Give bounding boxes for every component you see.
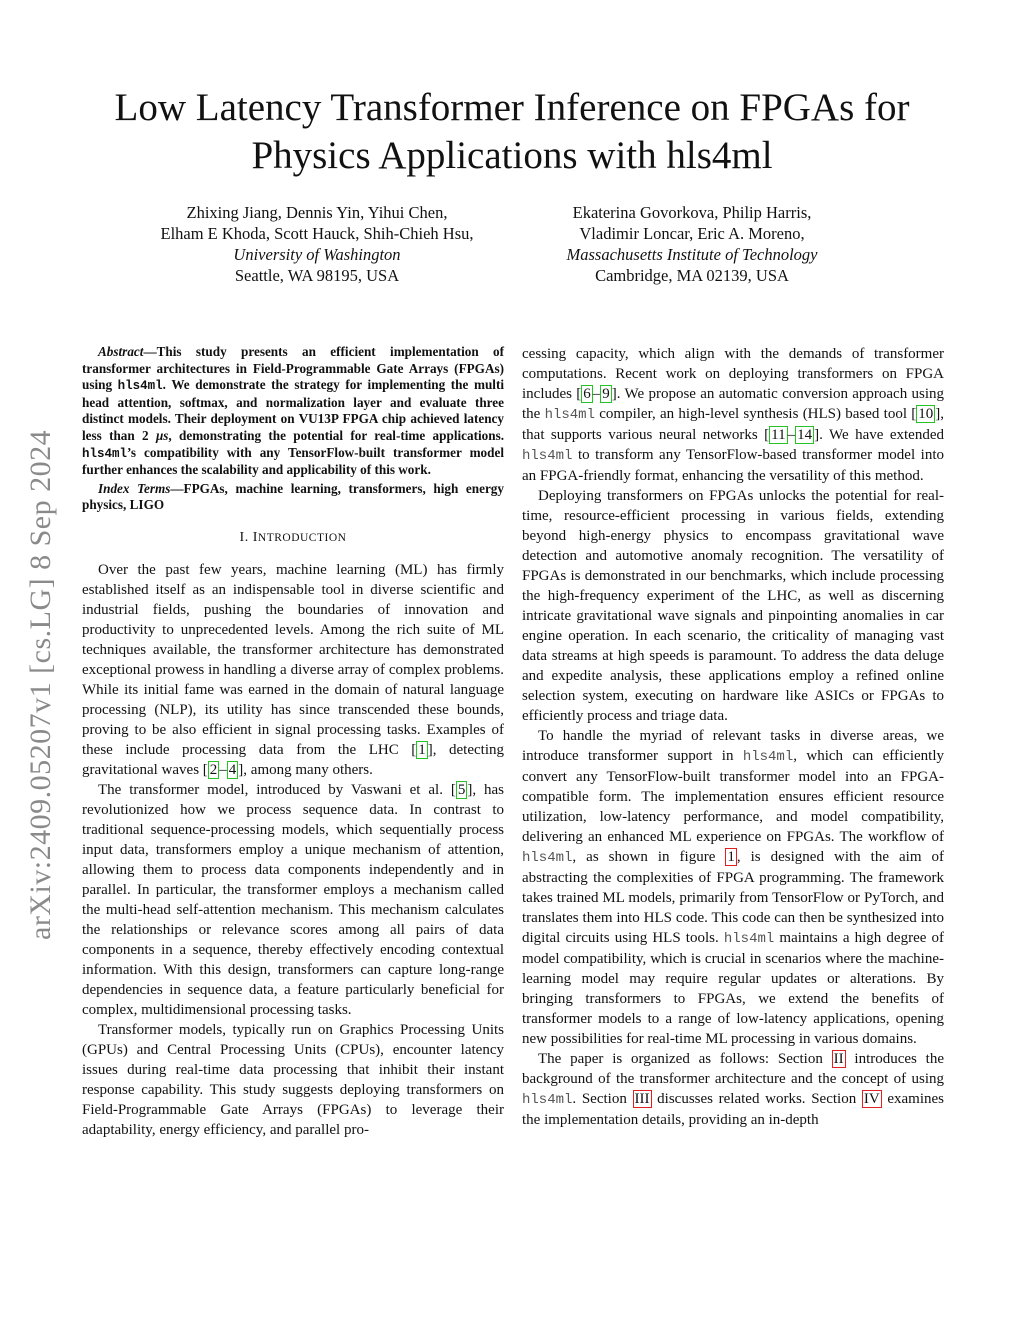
section-link[interactable]: III [634,1091,650,1107]
citation-link[interactable]: 14 [797,427,813,443]
text: ]. We propose an automatic conversion approach using the [522,386,944,422]
text: ], detecting gravitational waves [ [82,741,504,778]
author-block-left [107,202,527,286]
author-location: Cambridge, MA 02139, USA [595,266,789,285]
author-institution: University of Washington [233,245,401,264]
paragraph [82,560,504,780]
citation-link[interactable]: 2 [209,761,218,778]
citation-link[interactable]: 11 [771,427,786,443]
text: The transformer model, introduced by Vaswani et al. [ [98,781,456,798]
arxiv-stamp-text: arXiv:2409.05207v1 [cs.LG] 8 Sep 2024 [24,429,57,940]
text: maintains a high degree of model compatibility, which is crucial in scenarios where the machine-learning model may require regular updates or alterations. By bringing transformers to FPGAs, we extend the benefits of transformer models to a range of low-latency applications, opening new possibilities for real-time ML processing in various domains. [522,930,944,1047]
text: discusses related works. Section [651,1091,862,1107]
text: – [787,427,796,443]
text: To handle the myriad of relevant tasks in diverse areas, we introduce transformer support in [522,728,944,764]
paragraph [522,344,944,486]
author-location: Seattle, WA 98195, USA [234,266,400,285]
tool-name: hls4ml [742,749,794,765]
paper-title: Low Latency Transformer Inference on FPGAs for Physics Applications with hls4ml [114,86,910,177]
section-number: I. [239,529,253,545]
section-link[interactable]: IV [863,1091,880,1107]
paragraph: Deploying transformers on FPGAs unlocks the potential for real-time, resource-efficient processing in various fields, extending beyond high-energy physics to encompass gravitational wave detection and automotive anomaly recognition. The versatility of FPGAs is demonstrated in our benchmarks, which include processing the high-frequency experiment of the LHC, as well as discerning intricate gravitational wave signals and pinpointing anomalies in car engine operation. In each scenario, the criticality of managing vast data streams at high speeds is paramount. To address the data deluge and expedite analysis, these applications employ a refined online selection system, executing on hardware like ASICs or FPGAs to efficiently process and triage data. [522,488,944,724]
tool-name: hls4ml [522,850,573,866]
text: to transform any TensorFlow-based transformer model into an FPGA-friendly format, enhancing the versatility of this method. [522,447,944,484]
text: cessing capacity, which align with the demands of transformer computations. Recent work on deploying transformers on FPGA includes [ [522,346,944,402]
abstract-label: Abstract [98,344,144,359]
abstract-text: . We demonstrate the strategy for implementing the multi head attention, softmax, and normalization layer and evaluate three distinct models. Their deployment on VU13P FPGA chip achieved latency less than 2 [82,377,504,443]
abstract-text: This study presents an efficient implementation of transformer architectures in Field-Programmable Gate Arrays (FPGAs) using [82,344,504,393]
tool-name: hls4ml [544,407,595,423]
abstract [82,344,504,479]
right-column [522,344,944,1130]
author-names-line2: Elham E Khoda, Scott Hauck, Shih-Chieh Hsu, [160,224,474,243]
section-link[interactable]: II [833,1051,844,1067]
text: – [592,386,601,402]
tool-name: hls4ml [117,379,163,394]
index-terms-text: FPGAs, machine learning, transformers, high energy physics, LIGO [82,480,504,513]
index-terms [82,481,504,514]
text: introduces the background of the transformer architecture and the concept of using [522,1051,944,1087]
paragraph [82,780,504,1020]
tool-name: hls4ml [82,446,128,461]
section-title: NTRODUCTION [257,531,347,544]
section-heading-introduction [82,528,504,548]
author-block-right [482,202,902,286]
left-column [82,344,504,1140]
section-initial: I [252,529,258,545]
index-terms-label: Index Terms [98,480,171,496]
text: ], among many others. [238,761,373,778]
tool-name: hls4ml [522,448,573,464]
citation-link[interactable]: 4 [228,761,237,778]
citation-link[interactable]: 1 [418,741,426,758]
abstract-text: , demonstrating the potential for real-time applications. [168,427,505,443]
author-names-line1: Ekaterina Govorkova, Philip Harris, [572,203,812,222]
text: , is designed with the aim of abstracting the complexities of FPGA programming. The framework takes trained ML models, primarily from TensorFlow or PyTorch, and translates them into HLS code. This code can then be synthesized into digital circuits using HLS tools. [522,849,944,946]
paragraph: Transformer models, typically run on Graphics Processing Units (GPUs) and Central Processing Units (CPUs), encounter latency issues during real-time data processing that inhibit their instant response capability. This study suggests deploying transformers on Field-Programmable Gate Arrays (FPGAs) to leverage their adaptability, energy efficiency, and parallel pro- [82,1021,504,1138]
text: compiler, an high-level synthesis (HLS) based tool [ [595,406,917,422]
citation-link[interactable]: 5 [457,781,466,798]
text: Over the past few years, machine learning (ML) has firmly established itself as an indispensable tool in diverse scientific and industrial fields, pushing the boundaries of innovation and productivity to unprecedented levels. Among the rich suite of ML techniques available, the transformer architecture has demonstrated exceptional prowess in handling a diverse array of complex problems. While its initial fame was earned in the domain of natural language processing (NLP), its utility has since transcended these bounds, proving to be also efficient in signal processing tasks. Examples of these include processing data from the LHC [ [82,561,504,758]
text: examines the implementation details, providing an in-depth [522,1091,944,1128]
text: The paper is organized as follows: Section [538,1051,832,1067]
paragraph [522,726,944,1049]
author-names-line2: Vladimir Loncar, Eric A. Moreno, [579,224,805,243]
text: , which can efficiently convert any TensorFlow-built transformer model into an FPGA-compatible form. The implementation ensures efficient resource utilization, low-latency performance, and model compatibility, delivering an enhanced ML experience on FPGAs. The workflow of [522,748,944,845]
author-institution: Massachusetts Institute of Technology [566,245,818,264]
text: ], has revolutionized how we process sequence data. In contrast to traditional sequence-processing models, which sequentially process input data, transformers employ a unique mechanism of attention, allowing them to process data components independently and in parallel. In particular, the transformer employs a mechanism called the multi-head self-attention mechanism. This mechanism calculates the relationships or relevance scores among all pairs of data components in a sequence, thereby effectively encoding contextual information. With this design, transformers can capture long-range dependencies in sequence data, a feature particularly beneficial for complex, multidimensional processing tasks. [82,781,505,1018]
citation-link[interactable]: 6 [583,386,591,402]
tool-name: hls4ml [723,931,775,947]
paragraph [522,1049,944,1130]
tool-name: hls4ml [522,1092,573,1108]
citation-link[interactable]: 10 [918,406,934,422]
figure-link[interactable]: 1 [727,849,735,865]
abstract-dash: — [143,344,157,359]
abstract-text: ’s compatibility with any TensorFlow-built transformer model further enhances the scalability and applicability of this work. [82,444,504,478]
citation-link[interactable]: 9 [602,386,610,402]
index-terms-dash: — [170,480,184,496]
author-names-line1: Zhixing Jiang, Dennis Yin, Yihui Chen, [186,203,448,222]
text: ], that supports various neural networks [ [522,406,944,443]
text: – [219,761,227,778]
text: ]. We have extended [814,427,944,443]
abstract-unit: μs [155,427,169,443]
text: . Section [572,1091,633,1107]
text: , as shown in figure [572,849,726,865]
